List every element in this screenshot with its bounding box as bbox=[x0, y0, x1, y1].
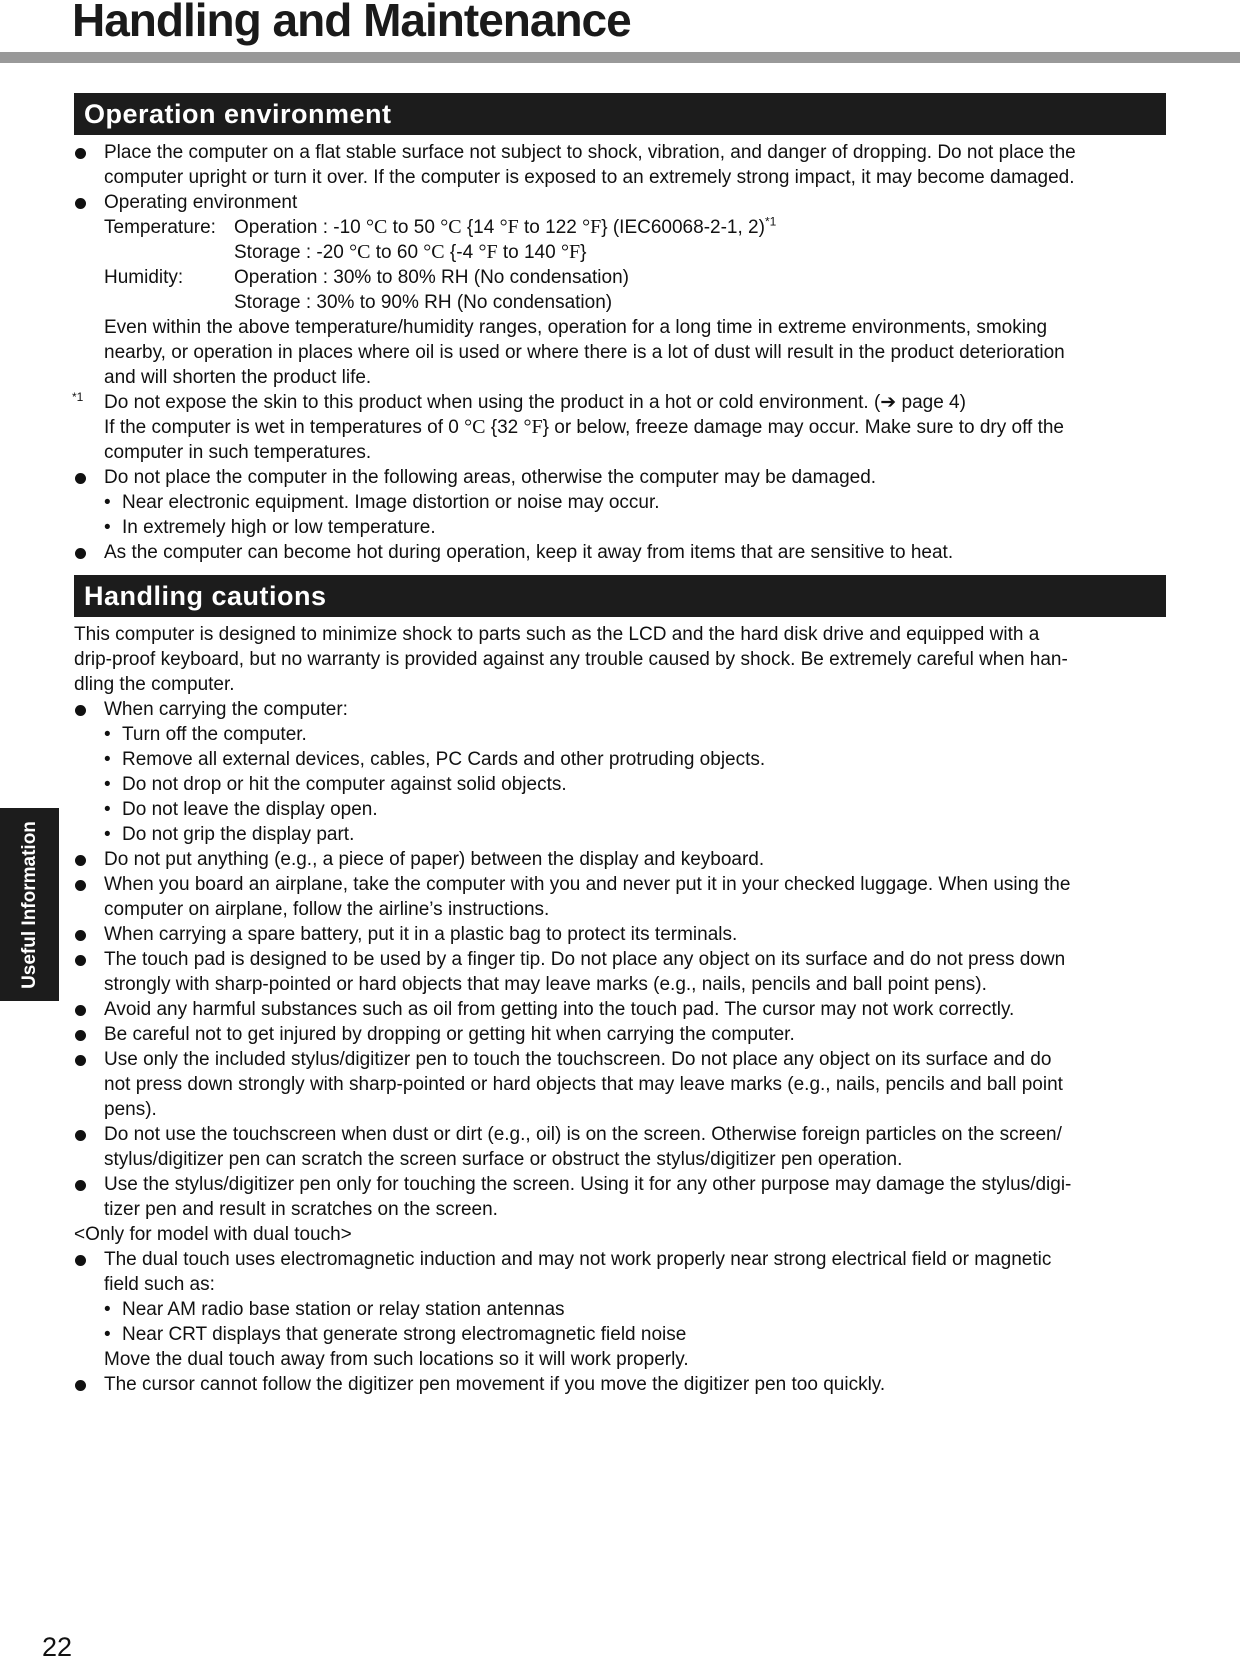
section-heading-handling-cautions: Handling cautions bbox=[74, 575, 1166, 617]
text-line: Avoid any harmful substances such as oil from getting into the touch pad. The cursor may not work correctly. bbox=[104, 999, 1015, 1020]
list-item bbox=[74, 847, 1168, 872]
text-line: and will shorten the product life. bbox=[104, 367, 372, 388]
humidity-operation-value: Operation : 30% to 80% RH (No condensation) bbox=[234, 267, 629, 288]
text-line: When carrying a spare battery, put it in a plastic bag to protect its terminals. bbox=[104, 924, 738, 945]
text-line: If the computer is wet in temperatures of 0 °C {32 °F} or below, freeze damage may occur. Make sure to dry off the bbox=[104, 416, 1064, 438]
temperature-storage-value: Storage : -20 °C to 60 °C {-4 °F to 140 °F} bbox=[234, 241, 587, 263]
list-item bbox=[74, 997, 1168, 1022]
sub-list-item: • Near electronic equipment. Image distortion or noise may occur. bbox=[74, 490, 1168, 515]
text-line: The touch pad is designed to be used by a finger tip. Do not place any object on its surface and do not press down bbox=[104, 949, 1066, 970]
sub-list-item: • Do not drop or hit the computer against solid objects. bbox=[74, 772, 1168, 797]
sub-list-item: • Near AM radio base station or relay station antennas bbox=[74, 1297, 1168, 1322]
temperature-label: Temperature: bbox=[104, 217, 216, 238]
text-line: As the computer can become hot during operation, keep it away from items that are sensitive to heat. bbox=[104, 542, 954, 563]
paragraph bbox=[74, 315, 1168, 390]
text-line: strongly with sharp-pointed or hard objects that may leave marks (e.g., nails, pencils and ball point pens). bbox=[104, 974, 987, 995]
footnote bbox=[74, 390, 1168, 465]
list-item bbox=[74, 1022, 1168, 1047]
text-line: Do not use the touchscreen when dust or dirt (e.g., oil) is on the screen. Otherwise foreign particles on the screen/ bbox=[104, 1124, 1062, 1145]
text-line: When carrying the computer: bbox=[104, 699, 348, 720]
side-tab-label: Useful Information bbox=[18, 820, 40, 989]
temperature-operation-row bbox=[74, 215, 1168, 240]
list-item bbox=[74, 697, 1168, 722]
text-line: This computer is designed to minimize shock to parts such as the LCD and the hard disk drive and equipped with a bbox=[74, 624, 1040, 645]
sub-list-item: • Do not grip the display part. bbox=[74, 822, 1168, 847]
list-item bbox=[74, 1372, 1168, 1397]
side-tab bbox=[0, 808, 59, 1001]
text-line: computer on airplane, follow the airline’s instructions. bbox=[104, 899, 550, 920]
text-line: field such as: bbox=[104, 1274, 215, 1295]
list-item bbox=[74, 1172, 1168, 1222]
list-item bbox=[74, 922, 1168, 947]
text-line: stylus/digitizer pen can scratch the screen surface or obstruct the stylus/digitizer pen operation. bbox=[104, 1149, 903, 1170]
sub-list-item: • In extremely high or low temperature. bbox=[74, 515, 1168, 540]
page-title: Handling and Maintenance bbox=[72, 0, 631, 46]
humidity-label: Humidity: bbox=[104, 267, 184, 288]
text-line: drip-proof keyboard, but no warranty is provided against any trouble caused by shock. Be extremely careful when han- bbox=[74, 649, 1068, 670]
section-heading-operation-environment: Operation environment bbox=[74, 93, 1166, 135]
title-rule bbox=[0, 52, 1240, 63]
footnote-mark: *1 bbox=[72, 390, 84, 404]
list-item bbox=[74, 465, 1168, 490]
list-item bbox=[74, 1247, 1168, 1297]
sub-list-item: • Do not leave the display open. bbox=[74, 797, 1168, 822]
text-line: tizer pen and result in scratches on the screen. bbox=[104, 1199, 498, 1220]
footnote-ref: *1 bbox=[764, 214, 777, 229]
list-item bbox=[74, 540, 1168, 565]
text-line: Use only the included stylus/digitizer pen to touch the touchscreen. Do not place any object on its surface and do bbox=[104, 1049, 1052, 1070]
text-line: When you board an airplane, take the computer with you and never put it in your checked luggage. When using the bbox=[104, 874, 1071, 895]
arrow-right-icon: ➔ bbox=[880, 392, 897, 413]
dual-touch-note: <Only for model with dual touch> bbox=[74, 1224, 352, 1245]
text-line: not press down strongly with sharp-pointed or hard objects that may leave marks (e.g., nails, pencils and ball point bbox=[104, 1074, 1063, 1095]
operation-environment-body bbox=[74, 140, 1168, 565]
sub-list-item: • Remove all external devices, cables, PC Cards and other protruding objects. bbox=[74, 747, 1168, 772]
list-item bbox=[74, 947, 1168, 997]
text-line: nearby, or operation in places where oil is used or where there is a lot of dust will result in the product deterioration bbox=[104, 342, 1065, 363]
sub-list-item: • Near CRT displays that generate strong electromagnetic field noise bbox=[74, 1322, 1168, 1347]
text-line: Do not expose the skin to this product when using the product in a hot or cold environment. (➔ page 4) bbox=[104, 392, 966, 413]
text-line: Be careful not to get injured by dropping or getting hit when carrying the computer. bbox=[104, 1024, 795, 1045]
list-item bbox=[74, 140, 1168, 190]
text-line: pens). bbox=[104, 1099, 157, 1120]
text-line: The cursor cannot follow the digitizer pen movement if you move the digitizer pen too quickly. bbox=[104, 1374, 886, 1395]
text-line: Even within the above temperature/humidity ranges, operation for a long time in extreme environments, smoking bbox=[104, 317, 1048, 338]
text-line: Do not place the computer in the following areas, otherwise the computer may be damaged. bbox=[104, 467, 877, 488]
text-line: dling the computer. bbox=[74, 674, 235, 695]
list-item bbox=[74, 190, 1168, 215]
list-item bbox=[74, 1047, 1168, 1122]
temperature-operation-value: Operation : -10 °C to 50 °C {14 °F to 122 °F} (IEC60068-2-1, 2)$^{*1}$ bbox=[234, 214, 777, 238]
text-line: Do not put anything (e.g., a piece of paper) between the display and keyboard. bbox=[104, 849, 765, 870]
text-line: Place the computer on a flat stable surface not subject to shock, vibration, and danger of dropping. Do not place the bbox=[104, 142, 1076, 163]
text-line: The dual touch uses electromagnetic induction and may not work properly near strong electrical field or magnetic bbox=[104, 1249, 1052, 1270]
list-item bbox=[74, 1122, 1168, 1172]
sub-list-item: • Turn off the computer. bbox=[74, 722, 1168, 747]
text-line: computer in such temperatures. bbox=[104, 442, 372, 463]
intro-paragraph bbox=[74, 622, 1168, 697]
page-number: 22 bbox=[42, 1632, 73, 1662]
list-item bbox=[74, 872, 1168, 922]
text-line: Use the stylus/digitizer pen only for touching the screen. Using it for any other purpose may damage the stylus/digi- bbox=[104, 1174, 1072, 1195]
humidity-storage-value: Storage : 30% to 90% RH (No condensation) bbox=[234, 292, 613, 313]
text-line: Operating environment bbox=[104, 192, 298, 213]
text-line: computer upright or turn it over. If the computer is exposed to an extremely strong impact, it may become damaged. bbox=[104, 167, 1075, 188]
handling-cautions-body bbox=[74, 622, 1168, 1397]
humidity-operation-row bbox=[74, 265, 1168, 290]
text-line: Move the dual touch away from such locations so it will work properly. bbox=[104, 1349, 689, 1370]
